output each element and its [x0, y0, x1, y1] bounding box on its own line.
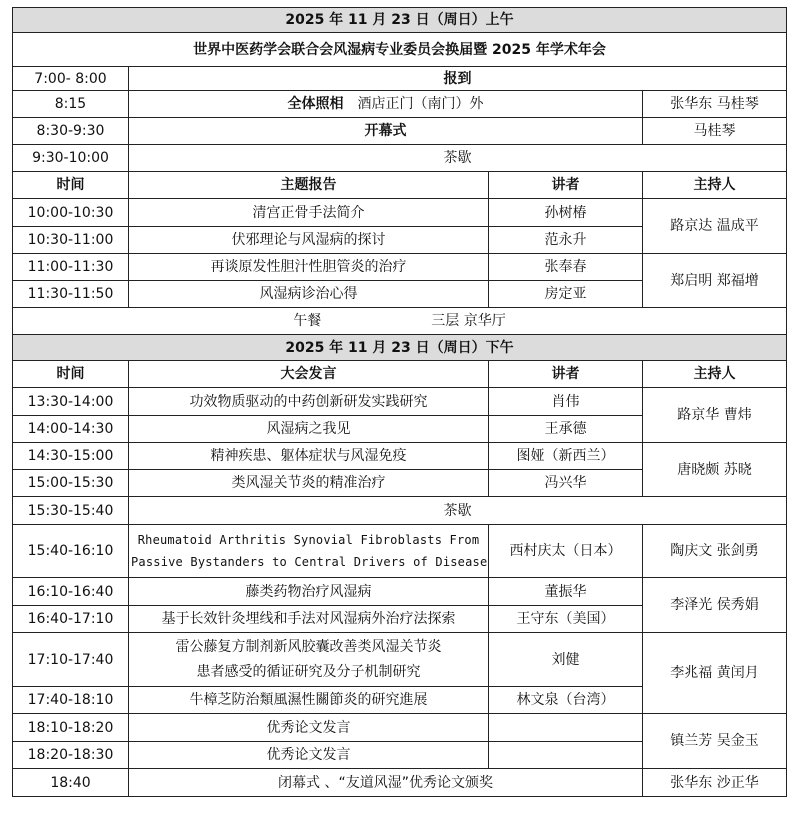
col-header-topic: 大会发言: [129, 361, 489, 388]
talk-speaker-empty: [489, 742, 643, 769]
opening-host: 马桂琴: [643, 118, 787, 145]
talk-time: 18:20-18:30: [13, 742, 129, 769]
talk-speaker: 王守东（美国）: [489, 606, 643, 633]
opening-time: 8:30-9:30: [13, 118, 129, 145]
session-host: 李兆福 黄闰月: [643, 633, 787, 714]
col-header-host: 主持人: [643, 361, 787, 388]
tea-time-am: 9:30-10:00: [13, 145, 129, 172]
talk-speaker: 王承德: [489, 416, 643, 443]
talk-topic: 类风湿关节炎的精准治疗: [129, 470, 489, 497]
talk-topic-english: [129, 525, 489, 578]
opening-label: 开幕式: [129, 118, 643, 145]
talk-time: 17:10-17:40: [13, 633, 129, 687]
talk-time: 10:00-10:30: [13, 199, 129, 227]
session-host: 路京华 曹炜: [643, 388, 787, 443]
session-host: 唐晓颇 苏晓: [643, 443, 787, 497]
photo-cell: [129, 91, 643, 118]
talk-topic: 藤类药物治疗风湿病: [129, 578, 489, 606]
talk-topic: 功效物质驱动的中药创新研发实践研究: [129, 388, 489, 416]
talk-topic: 再谈原发性胆汁性胆管炎的治疗: [129, 254, 489, 281]
talk-time: 16:10-16:40: [13, 578, 129, 606]
talk-topic: 伏邪理论与风湿病的探讨: [129, 227, 489, 254]
talk-topic: 优秀论文发言: [129, 742, 489, 769]
talk-speaker: 董振华: [489, 578, 643, 606]
talk-topic: 优秀论文发言: [129, 714, 489, 742]
tea-label-am: 茶歇: [129, 145, 787, 172]
talk-topic: 基于长效针灸埋线和手法对风湿病外治疗法探索: [129, 606, 489, 633]
event-title: 世界中医药学会联合会风湿病专业委员会换届暨 2025 年学术年会: [13, 33, 787, 67]
session-host: 路京达 温成平: [643, 199, 787, 254]
talk-topic-line: 患者感受的循证研究及分子机制研究: [196, 663, 421, 680]
photo-place: 酒店正门（南门）外: [357, 96, 484, 112]
col-header-time: 时间: [13, 172, 129, 199]
talk-speaker: 孙树椿: [489, 199, 643, 227]
session-host: 李泽光 侯秀娟: [643, 578, 787, 633]
talk-speaker: 冯兴华: [489, 470, 643, 497]
talk-topic-line: Rheumatoid Arthritis Synovial Fibroblasts From: [137, 533, 480, 547]
talk-topic-line: Passive Bystanders to Central Drivers of Disease: [131, 555, 488, 569]
talk-time: 14:00-14:30: [13, 416, 129, 443]
tea-time-pm: 15:30-15:40: [13, 497, 129, 525]
checkin-label: 报到: [129, 67, 787, 91]
closing-time: 18:40: [13, 769, 129, 797]
lunch-label: 午餐: [293, 313, 322, 329]
talk-time: 15:40-16:10: [13, 525, 129, 578]
talk-speaker: 西村庆太（日本）: [489, 525, 643, 578]
talk-topic-two-line: [129, 633, 489, 687]
col-header-host: 主持人: [643, 172, 787, 199]
session-host: 镇兰芳 吴金玉: [643, 714, 787, 769]
talk-speaker: 范永升: [489, 227, 643, 254]
lunch-place: 三层 京华厅: [431, 313, 506, 329]
afternoon-date-header: 2025 年 11 月 23 日（周日）下午: [13, 335, 787, 361]
talk-speaker: 肖伟: [489, 388, 643, 416]
talk-topic: 风湿病之我见: [129, 416, 489, 443]
talk-speaker: 林文泉（台湾）: [489, 687, 643, 714]
talk-time: 13:30-14:00: [13, 388, 129, 416]
talk-topic: 风湿病诊治心得: [129, 281, 489, 308]
photo-time: 8:15: [13, 91, 129, 118]
col-header-topic: 主题报告: [129, 172, 489, 199]
tea-label-pm: 茶歇: [129, 497, 787, 525]
talk-speaker: 房定亚: [489, 281, 643, 308]
talk-time: 10:30-11:00: [13, 227, 129, 254]
talk-time: 15:00-15:30: [13, 470, 129, 497]
closing-host: 张华东 沙正华: [643, 769, 787, 797]
talk-time: 11:30-11:50: [13, 281, 129, 308]
photo-host: 张华东 马桂琴: [643, 91, 787, 118]
talk-topic: 清宫正骨手法简介: [129, 199, 489, 227]
schedule-table: [12, 7, 787, 797]
col-header-time: 时间: [13, 361, 129, 388]
talk-topic-line: 雷公藤复方制剂新风胶囊改善类风湿关节炎: [175, 638, 442, 655]
talk-time: 14:30-15:00: [13, 443, 129, 470]
morning-date-header: 2025 年 11 月 23 日（周日）上午: [13, 8, 787, 33]
talk-topic: 精神疾患、躯体症状与风湿免疫: [129, 443, 489, 470]
talk-speaker: 图娅（新西兰）: [489, 443, 643, 470]
session-host: 郑启明 郑福增: [643, 254, 787, 308]
col-header-speaker: 讲者: [489, 172, 643, 199]
checkin-time: 7:00- 8:00: [13, 67, 129, 91]
talk-speaker: 刘健: [489, 633, 643, 687]
talk-time: 11:00-11:30: [13, 254, 129, 281]
talk-speaker: 张奉春: [489, 254, 643, 281]
talk-time: 16:40-17:10: [13, 606, 129, 633]
lunch-row: [13, 308, 787, 335]
talk-speaker-empty: [489, 714, 643, 742]
session-host: 陶庆文 张剑勇: [643, 525, 787, 578]
talk-time: 18:10-18:20: [13, 714, 129, 742]
photo-label: 全体照相: [287, 96, 344, 112]
closing-label: 闭幕式 、“友道风湿”优秀论文颁奖: [129, 769, 643, 797]
col-header-speaker: 讲者: [489, 361, 643, 388]
talk-topic: 牛樟芝防治類風濕性關節炎的研究進展: [129, 687, 489, 714]
talk-time: 17:40-18:10: [13, 687, 129, 714]
